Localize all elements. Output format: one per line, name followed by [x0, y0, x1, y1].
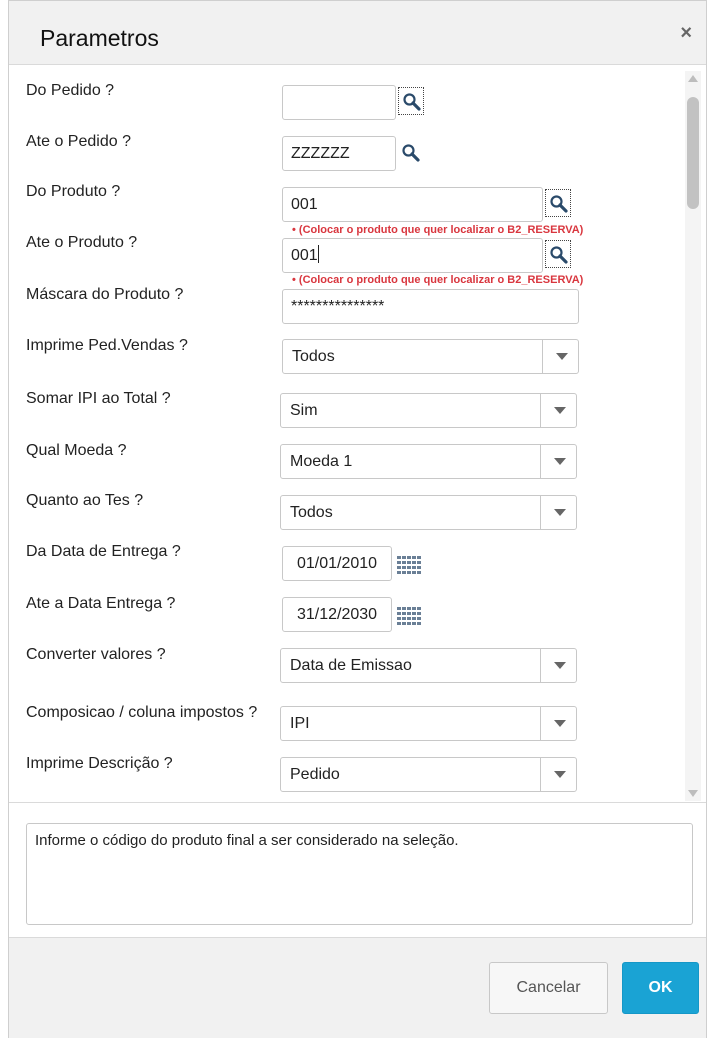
quanto-tes-select[interactable]: [280, 495, 577, 530]
triangle-down-icon: [554, 662, 566, 669]
imprime-ped-value: Todos: [292, 348, 335, 365]
triangle-down-icon: [554, 407, 566, 414]
close-icon[interactable]: ×: [680, 22, 692, 44]
mascara-label: Máscara do Produto ?: [26, 286, 184, 303]
converter-value: Data de Emissao: [290, 657, 412, 674]
calendar-icon[interactable]: [397, 556, 421, 574]
do-produto-input[interactable]: 001: [282, 187, 543, 222]
parametros-dialog: [8, 0, 707, 1038]
text-cursor: [318, 245, 319, 263]
imprime-ped-label: Imprime Ped.Vendas ?: [26, 337, 188, 354]
search-icon: [402, 92, 422, 112]
search-icon: [401, 143, 421, 163]
triangle-down-icon: [554, 720, 566, 727]
ate-produto-value: 001: [291, 247, 318, 264]
dropdown-button[interactable]: [540, 649, 576, 682]
scroll-thumb[interactable]: [687, 97, 699, 209]
do-produto-hint: • (Colocar o produto que quer localizar o B2_RESERVA): [292, 224, 584, 236]
form-divider: [9, 802, 706, 803]
converter-label: Converter valores ?: [26, 646, 166, 663]
composicao-value: IPI: [290, 715, 310, 732]
cancel-button[interactable]: Cancelar: [489, 962, 608, 1014]
qual-moeda-value: Moeda 1: [290, 453, 353, 470]
dialog-footer: [9, 937, 706, 1038]
qual-moeda-select[interactable]: [280, 444, 577, 479]
ate-pedido-label: Ate o Pedido ?: [26, 133, 131, 150]
converter-select[interactable]: [280, 648, 577, 683]
do-pedido-input[interactable]: [282, 85, 396, 120]
ate-produto-search-button[interactable]: [545, 240, 571, 268]
ate-produto-hint: • (Colocar o produto que quer localizar o B2_RESERVA): [292, 274, 584, 286]
do-produto-search-button[interactable]: [545, 189, 571, 217]
composicao-label: Composicao / coluna impostos ?: [26, 704, 258, 721]
ate-data-input[interactable]: 31/12/2030: [282, 597, 392, 632]
ok-button[interactable]: OK: [622, 962, 699, 1014]
dialog-title: Parametros: [40, 25, 159, 51]
triangle-down-icon: [554, 509, 566, 516]
somar-ipi-value: Sim: [290, 402, 318, 419]
dropdown-button[interactable]: [540, 394, 576, 427]
do-produto-label: Do Produto ?: [26, 183, 121, 200]
calendar-icon[interactable]: [397, 607, 421, 625]
triangle-down-icon: [556, 353, 568, 360]
help-text-box: Informe o código do produto final a ser considerado na seleção.: [26, 823, 693, 925]
ate-produto-input[interactable]: [282, 238, 543, 273]
parameters-form: [9, 66, 706, 802]
imprime-desc-label: Imprime Descrição ?: [26, 755, 173, 772]
dropdown-button[interactable]: [540, 445, 576, 478]
imprime-desc-select[interactable]: [280, 757, 577, 792]
triangle-down-icon: [554, 458, 566, 465]
vertical-scrollbar[interactable]: [685, 71, 701, 801]
dropdown-button[interactable]: [540, 707, 576, 740]
do-pedido-label: Do Pedido ?: [26, 82, 115, 99]
imprime-desc-value: Pedido: [290, 766, 340, 783]
scroll-up-icon[interactable]: [688, 75, 698, 82]
mascara-input[interactable]: ***************: [282, 289, 579, 324]
dropdown-button[interactable]: [540, 496, 576, 529]
da-data-label: Da Data de Entrega ?: [26, 543, 181, 560]
da-data-input[interactable]: 01/01/2010: [282, 546, 392, 581]
qual-moeda-label: Qual Moeda ?: [26, 442, 127, 459]
dialog-header: [9, 1, 706, 65]
somar-ipi-label: Somar IPI ao Total ?: [26, 390, 171, 407]
ate-pedido-input[interactable]: ZZZZZZ: [282, 136, 396, 171]
ate-produto-label: Ate o Produto ?: [26, 234, 138, 251]
dropdown-button[interactable]: [542, 340, 578, 373]
do-pedido-search-button[interactable]: [398, 87, 424, 115]
somar-ipi-select[interactable]: [280, 393, 577, 428]
dropdown-button[interactable]: [540, 758, 576, 791]
composicao-select[interactable]: [280, 706, 577, 741]
search-icon: [549, 245, 569, 265]
quanto-tes-label: Quanto ao Tes ?: [26, 492, 144, 509]
search-icon: [549, 194, 569, 214]
scroll-down-icon[interactable]: [688, 790, 698, 797]
ate-data-label: Ate a Data Entrega ?: [26, 595, 176, 612]
ate-pedido-search-button[interactable]: [398, 139, 424, 167]
triangle-down-icon: [554, 771, 566, 778]
quanto-tes-value: Todos: [290, 504, 333, 521]
imprime-ped-select[interactable]: [282, 339, 579, 374]
